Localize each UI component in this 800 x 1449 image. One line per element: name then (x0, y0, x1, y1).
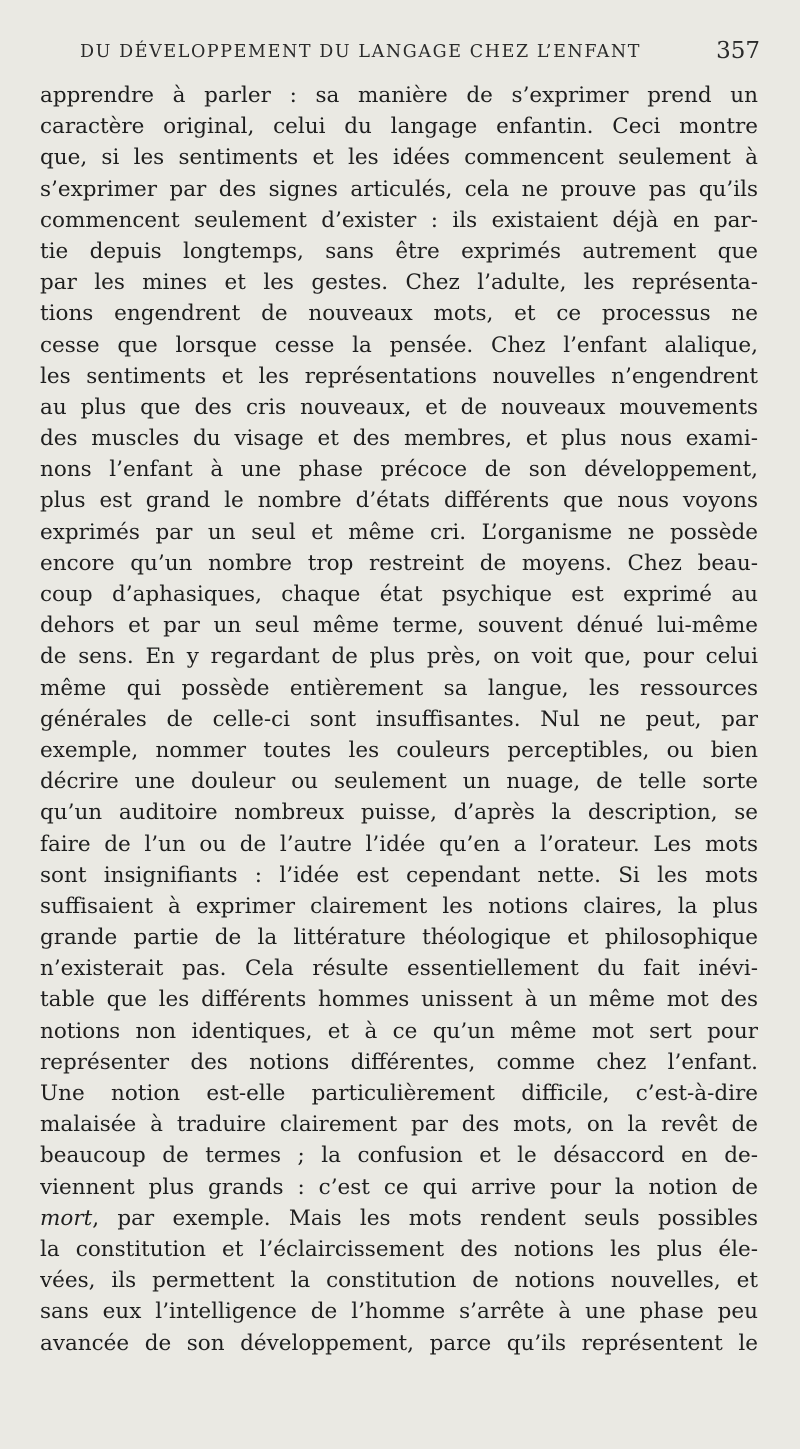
text-line: la constitution et l’éclaircissement des notions les plus éle- (40, 1236, 758, 1262)
text-line: n’existerait pas. Cela résulte essentiellement du fait inévi- (40, 956, 758, 982)
running-head (58, 38, 758, 68)
text-line: malaisée à traduire clairement par des mots, on la revêt de (40, 1112, 758, 1138)
text-line: générales de celle-ci sont insuffisantes. Nul ne peut, par (40, 706, 758, 732)
text-line: par les mines et les gestes. Chez l’adulte, les représenta- (40, 270, 758, 296)
line-rest: , par exemple. Mais les mots rendent seuls possibles (92, 1205, 758, 1231)
text-line: vées, ils permettent la constitution de notions nouvelles, et (40, 1268, 758, 1294)
text-line: suffisaient à exprimer clairement les notions claires, la plus (40, 893, 758, 919)
text-line: avancée de son développement, parce qu’ils représentent le (40, 1330, 758, 1356)
text-line: apprendre à parler : sa manière de s’exprimer prend un (40, 83, 758, 108)
text-line: même qui possède entièrement sa langue, les ressources (40, 675, 758, 701)
text-line: caractère original, celui du langage enfantin. Ceci montre (40, 114, 758, 140)
text-line: Une notion est-elle particulièrement difficile, c’est-à-dire (40, 1081, 758, 1106)
page-number: 357 (716, 38, 760, 64)
text-line: sont insignifiants : l’idée est cependant nette. Si les mots (40, 862, 758, 888)
text-line: qu’un auditoire nombreux puisse, d’après la description, se (40, 800, 758, 826)
text-line: tions engendrent de nouveaux mots, et ce processus ne (40, 301, 758, 327)
text-line: décrire une douleur ou seulement un nuage, de telle sorte (40, 769, 758, 795)
text-line: viennent plus grands : c’est ce qui arrive pour la notion de (40, 1174, 758, 1200)
text-line: beaucoup de termes ; la confusion et le désaccord en de- (40, 1143, 758, 1169)
text-line: s’exprimer par des signes articulés, cela ne prouve pas qu’ils (40, 176, 758, 202)
text-line: table que les différents hommes unissent à un même mot des (40, 987, 758, 1013)
italic-word: mort (40, 1205, 93, 1231)
text-line: des muscles du visage et des membres, et plus nous exami- (40, 426, 758, 452)
text-line: dehors et par un seul même terme, souvent dénué lui-même (40, 613, 758, 639)
text-line: les sentiments et les représentations nouvelles n’engendrent (40, 363, 758, 389)
text-line: notions non identiques, et à ce qu’un même mot sert pour (40, 1018, 758, 1044)
text-line: sans eux l’intelligence de l’homme s’arrête à une phase peu (40, 1299, 758, 1325)
text-line: tie depuis longtemps, sans être exprimés autrement que (40, 238, 758, 264)
text-line: commencent seulement d’exister : ils existaient déjà en par- (40, 207, 758, 233)
text-line-mixed (40, 1203, 758, 1234)
text-line: représenter des notions différentes, comme chez l’enfant. (40, 1049, 758, 1075)
text-line: plus est grand le nombre d’états différents que nous voyons (40, 488, 758, 514)
text-line: exprimés par un seul et même cri. L’organisme ne possède (40, 519, 758, 545)
text-line: grande partie de la littérature théologique et philosophique (40, 925, 758, 951)
text-line: encore qu’un nombre trop restreint de moyens. Chez beau- (40, 550, 758, 576)
text-line: exemple, nommer toutes les couleurs perceptibles, ou bien (40, 737, 758, 763)
body-text (40, 80, 758, 1359)
text-line: que, si les sentiments et les idées commencent seulement à (40, 145, 758, 171)
text-line: de sens. En y regardant de plus près, on voit que, pour celui (40, 644, 758, 670)
text-line: nons l’enfant à une phase précoce de son développement, (40, 457, 758, 483)
text-line: faire de l’un ou de l’autre l’idée qu’en a l’orateur. Les mots (40, 831, 758, 857)
running-title: DU DÉVELOPPEMENT DU LANGAGE CHEZ L’ENFANT (80, 42, 642, 62)
text-line: cesse que lorsque cesse la pensée. Chez l’enfant alalique, (40, 332, 758, 358)
text-line: coup d’aphasiques, chaque état psychique est exprimé au (40, 582, 758, 607)
text-line: au plus que des cris nouveaux, et de nouveaux mouvements (40, 394, 758, 420)
